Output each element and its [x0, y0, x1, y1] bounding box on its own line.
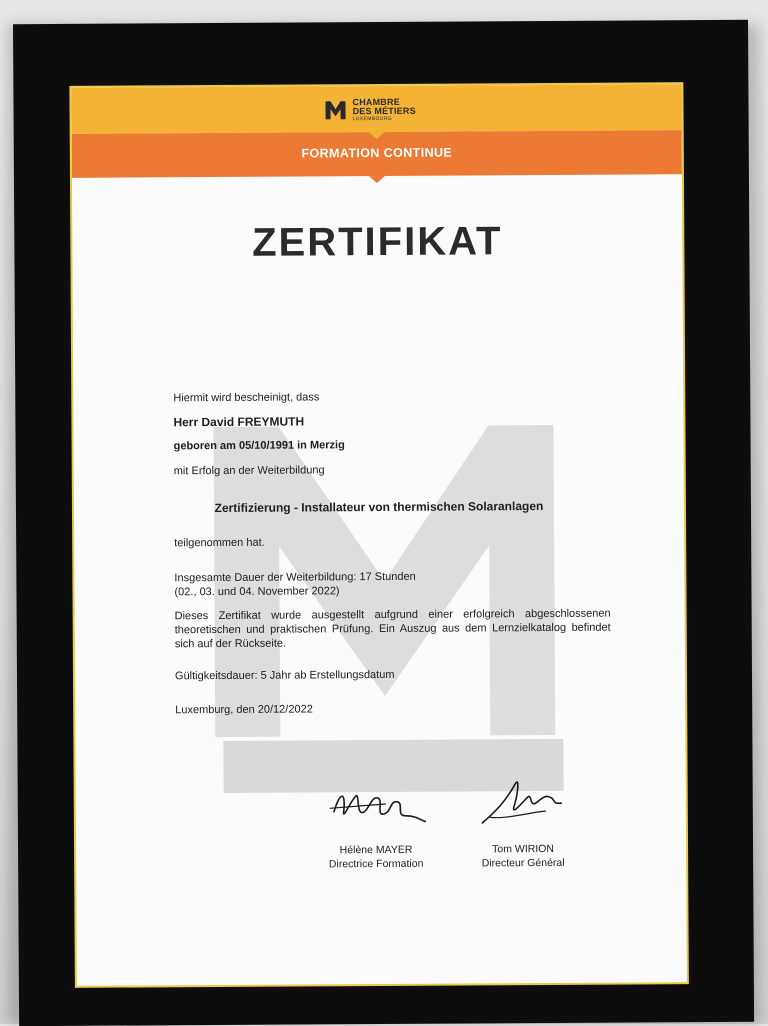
signatory-1-name: Hélène MAYER [339, 843, 413, 857]
picture-frame [13, 20, 754, 1026]
signatory-1 [306, 843, 446, 872]
logo-line-3: LUXEMBOURG [352, 115, 393, 123]
statement-paragraph: Dieses Zertifikat wurde ausgestellt aufgrund einer erfolgreich abgeschlossenen theoretischen und praktischen Prüfung. Ein Auszug aus dem Lernzielkatalog befindet sich auf der Rückseite. [174, 607, 611, 651]
validity-text: Gültigkeitsdauer: 5 Jahr ab Erstellungsdatum [174, 668, 395, 683]
signatory-2 [463, 842, 583, 871]
logo-line-1: CHAMBRE [352, 96, 400, 108]
header-notch-yellow [369, 132, 385, 139]
intro-text: Hiermit wird bescheinigt, dass [173, 391, 320, 405]
recipient-name: Herr David FREYMUTH [173, 414, 305, 430]
certificate-paper [71, 84, 686, 986]
certificate-title: ZERTIFIKAT [252, 219, 503, 265]
place-date: Luxemburg, den 20/12/2022 [175, 703, 313, 717]
course-dates: (02., 03. und 04. November 2022) [174, 585, 340, 599]
header-notch-orange [369, 176, 385, 183]
course-title: Zertifizierung - Installateur von thermischen Solaranlagen [214, 499, 544, 516]
signature-mayer [326, 782, 436, 829]
program-label: FORMATION CONTINUE [301, 145, 453, 161]
signatory-2-role: Directeur Général [481, 856, 565, 870]
logo-text [352, 98, 415, 122]
participation-text: teilgenommen hat. [174, 536, 265, 550]
signature-wirion [476, 773, 571, 832]
logo-line-2: DES MÉTIERS [352, 105, 416, 117]
chambre-des-metiers-logo [323, 92, 415, 129]
m-logo-icon [323, 98, 347, 122]
signatory-1-role: Directrice Formation [328, 857, 424, 871]
signatory-2-name: Tom WIRION [492, 842, 555, 856]
course-intro-text: mit Erfolg an der Weiterbildung [173, 464, 325, 478]
duration-text: Insgesamte Dauer der Weiterbildung: 17 Stunden [174, 570, 416, 585]
birth-info: geboren am 05/10/1991 in Merzig [173, 439, 345, 453]
